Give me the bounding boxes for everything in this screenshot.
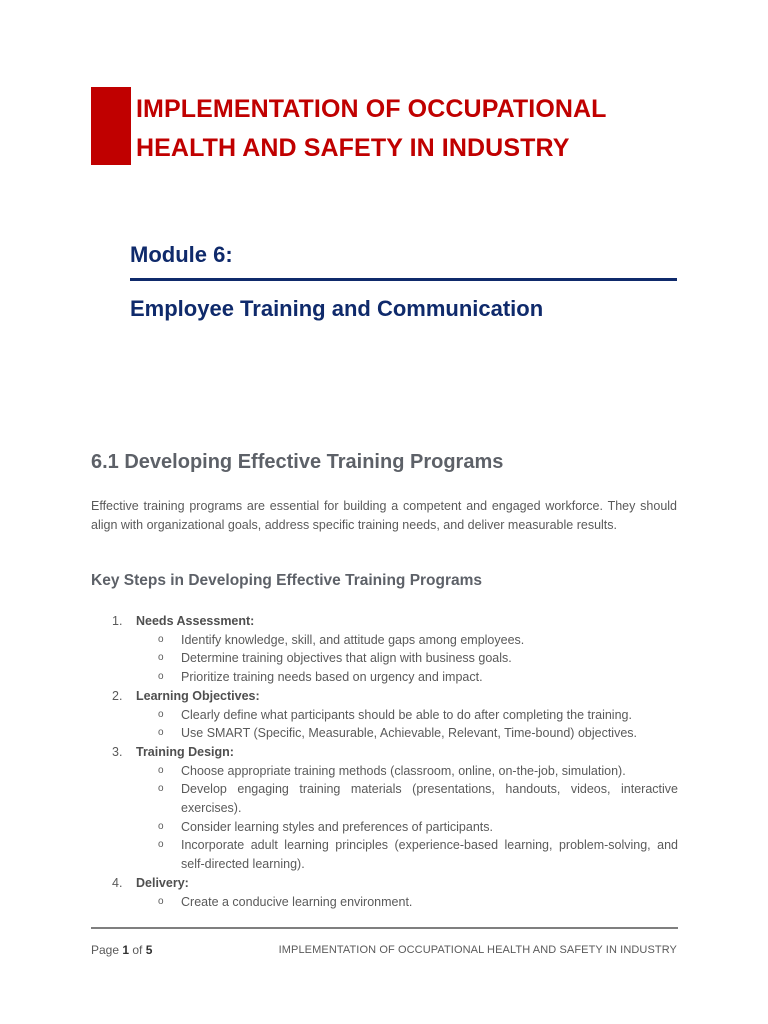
footer-divider [91,927,678,929]
bullet-text: Consider learning styles and preferences of participants. [181,819,493,834]
bullet-text: Clearly define what participants should be able to do after completing the training. [181,707,632,722]
list-item [91,874,678,893]
step-number: 4. [112,875,123,890]
bullet-icon: o [158,820,164,832]
bullet-text: Develop engaging training materials (presentations, handouts, videos, interactive exercises). [181,782,678,816]
list-item [91,631,678,650]
page-total: 5 [145,943,153,957]
step-title: Training Design: [136,744,234,759]
module-title: Employee Training and Communication [130,296,544,321]
bullet-icon: o [158,895,164,907]
step-number: 1. [112,614,123,628]
bullet-icon: o [158,764,164,776]
list-item [91,612,678,631]
bullet-icon: o [158,839,164,851]
list-item [91,780,678,817]
list-item [91,818,678,837]
bullet-text: Create a conducive learning environment. [181,894,413,909]
bullet-icon: o [158,652,164,664]
list-item [91,706,678,725]
list-item [91,649,678,668]
section-intro: Effective training programs are essential for building a competent and engaged workforce. They should align with organizational goals, address specific training needs, and deliver measurable results. [91,499,677,532]
step-title: Learning Objectives: [136,688,260,703]
bullet-text: Determine training objectives that align with business goals. [181,651,512,666]
bullet-icon: o [158,708,164,720]
title-accent-bar [91,87,131,165]
page-of: of [129,943,146,957]
module-label: Module 6: [130,242,233,267]
bullet-text: Incorporate adult learning principles (experience-based learning, problem-solving, and self-directed learning). [181,838,678,872]
section-heading: 6.1 Developing Effective Training Programs [91,451,504,473]
step-title: Delivery: [136,875,189,890]
bullet-text: Use SMART (Specific, Measurable, Achievable, Relevant, Time-bound) objectives. [181,726,637,741]
page-prefix: Page [91,943,123,957]
list-item [91,668,678,687]
bullet-icon: o [158,783,164,795]
bullet-text: Choose appropriate training methods (classroom, online, on-the-job, simulation). [181,763,626,778]
step-title: Needs Assessment: [136,614,255,628]
document-title: IMPLEMENTATION OF OCCUPATIONAL HEALTH AND SAFETY IN INDUSTRY [136,95,607,162]
list-item [91,893,678,912]
module-divider [130,278,677,281]
list-item [91,724,678,743]
steps-subheading: Key Steps in Developing Effective Training Programs [91,572,483,589]
steps-list [91,612,678,911]
step-number: 3. [112,744,123,759]
list-item [91,762,678,781]
bullet-text: Identify knowledge, skill, and attitude gaps among employees. [181,632,525,647]
list-item [91,743,678,762]
running-title: IMPLEMENTATION OF OCCUPATIONAL HEALTH AND SAFETY IN INDUSTRY [278,944,677,956]
page-number [91,943,152,957]
list-item [91,836,678,873]
step-number: 2. [112,688,123,703]
page-current: 1 [122,943,130,957]
list-item [91,687,678,706]
bullet-icon: o [158,727,164,739]
bullet-text: Prioritize training needs based on urgency and impact. [181,670,483,685]
bullet-icon: o [158,633,164,645]
bullet-icon: o [158,671,164,683]
